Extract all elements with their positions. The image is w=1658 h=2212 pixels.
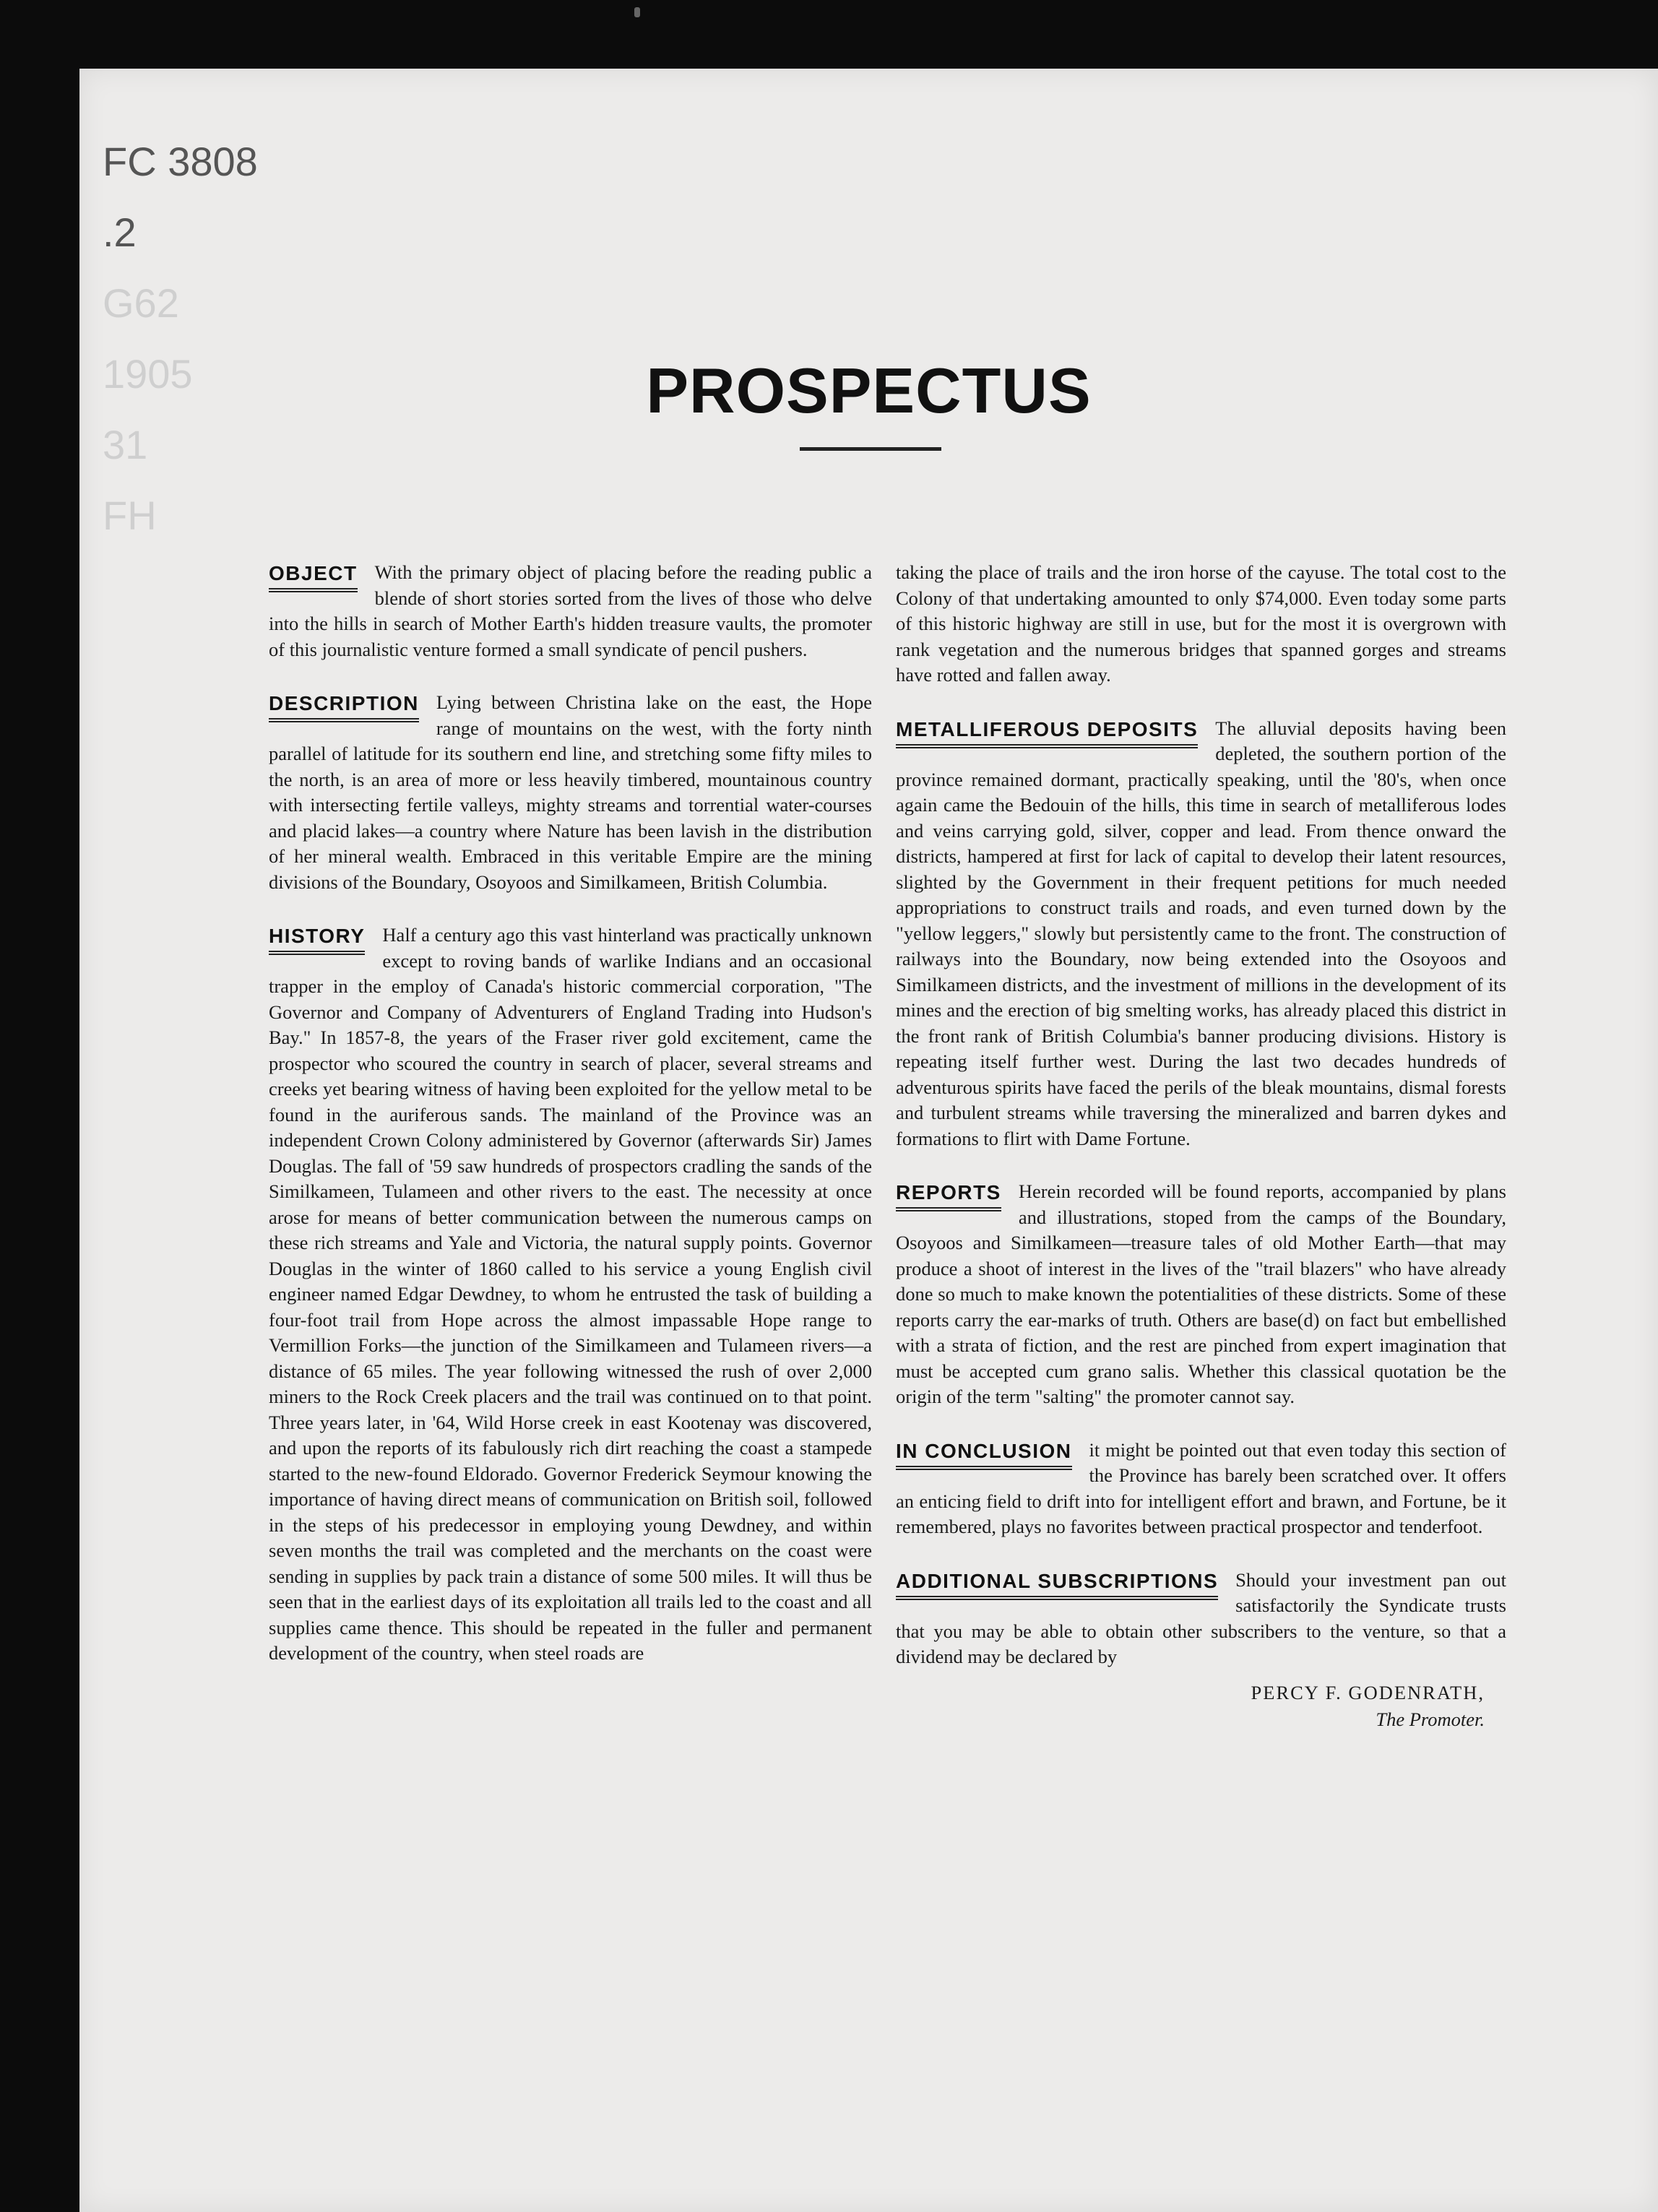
section-body: Lying between Christina lake on the east, the Hope range of mountains on the west, with the forty ninth parallel of latitude for its southern end line, and stretching some fifty miles to the north, is an area of more or less heavily timbered, mountainous country with intersecting fertile valleys, mighty streams and torrential water-courses and placid lakes—a country where Nature has been lavish in the distribution of her mineral wealth. Embraced in this veritable Empire are the mining divisions of the Boundary, Osoyoos and Similkameen, British Columbia. <box>269 691 872 893</box>
section-body: Herein recorded will be found reports, accompanied by plans and illustrations, stoped from the camps of the Boundary, Osoyoos and Similkameen—treasure tales of old Mother Earth—that may produce a shoot of interest in the lives of the "trail blazers" who have already done so much to make known the potentialities of these districts. Some of these reports carry the ear-marks of truth. Others are base(d) on fact but embellished with a strata of fiction, and the rest are pinched from expert imagination that must be accepted cum grano salis. Whether this classical quotation be the origin of the term "salting" the promoter cannot say. <box>896 1180 1506 1407</box>
section-description <box>269 690 872 895</box>
section-history-continued <box>896 560 1506 688</box>
margin-note: 1905 <box>103 351 193 397</box>
section-body: The alluvial deposits having been depleted, the southern portion of the province remained dormant, practically speaking, until the '80's, when once again came the Bedouin of the hills, this time in search of metalliferous lodes and veins carrying gold, silver, copper and lead. From thence onward the districts, hampered at first for lack of capital to develop their latent resources, slighted by the Government in their frequent petitions for much needed appropriations to construct trails and roads, and even turned down by the "yellow leggers," slowly but persistently came to the front. The construction of railways into the Boundary, now being extended into the Osoyoos and Similkameen districts, and the investment of millions in the development of its mines and the erection of big smelting works, has already placed this district in the front rank of British Columbia's banner producing divisions. History is repeating itself further west. During the last two decades hundreds of adventurous spirits have faced the perils of the bleak mountains, dismal forests and turbulent streams while traversing the mineralized and barren dykes and formations to flirt with Dame Fortune. <box>896 717 1506 1149</box>
document-page <box>79 69 1658 2212</box>
section-heading: IN CONCLUSION <box>896 1439 1072 1470</box>
section-heading: ADDITIONAL SUBSCRIPTIONS <box>896 1569 1218 1600</box>
section-history <box>269 923 872 1667</box>
page-title: PROSPECTUS <box>646 355 1092 426</box>
section-body: taking the place of trails and the iron horse of the cayuse. The total cost to the Colony of that undertaking amounted to only $74,000. Even today some parts of this historic highway are still in use, but for the most it is overgrown with rank vegetation and the numerous bridges that spanned gorges and streams have rotted and fallen away. <box>896 561 1506 686</box>
margin-call-number <box>103 126 258 551</box>
margin-note: G62 <box>103 280 179 326</box>
section-body: it might be pointed out that even today this section of the Province has barely been scratched over. It offers an enticing field to drift into for intelligent effort and brawn, and Fortune, be it remembered, plays no favorites between practical prospector and tenderfoot. <box>896 1438 1506 1537</box>
section-additional-subscriptions <box>896 1568 1506 1733</box>
section-body: Half a century ago this vast hinterland was practically unknown except to roving bands of warlike Indians and an occasional trapper in the employ of Canada's historic commercial corporation, "The Governor and Company of Adventurers of England Trading into Hudson's Bay." In 1857-8, the years of the Fraser river gold excitement, came the prospector who scoured the country in search of placer, several streams and creeks yet bearing witness of having been exploited for the yellow metal to be found in the auriferous sands. The mainland of the Province was an independent Crown Colony administered by Governor (afterwards Sir) James Douglas. The fall of '59 saw hundreds of prospectors cradling the sands of the Similkameen, Tulameen and other rivers to the east. The necessity at once arose for means of better communication between the numerous camps on these rich streams and Yale and Victoria, the natural supply points. Governor Douglas in the winter of 1860 called to his service a young English civil engineer named Edgar Dewdney, to whom he entrusted the task of building a four-foot trail from Hope across the almost impassable Hope range to Vermillion Forks—the junction of the Similkameen and Tulameen rivers—a distance of 65 miles. The year following witnessed the rush of over 2,000 miners to the Rock Creek placers and the trail was continued on to that point. Three years later, in '64, Wild Horse creek in east Kootenay was discovered, and upon the reports of its fabulously rich dirt reaching the coast a stampede started to the new-found Eldorado. Governor Frederick Seymour knowing the importance of having direct means of communication on British soil, followed in the steps of his predecessor in employing young Dewdney, and within seven months the trail was completed and the merchants on the coast were sending in supplies by pack train a distance of some 500 miles. It will thus be seen that in the earliest days of its exploitation all trails led to the coast and all supplies came thence. This should be repeated in the fuller and permanent development of the country, when steel roads are <box>269 924 872 1664</box>
section-reports <box>896 1179 1506 1410</box>
margin-note: 31 <box>103 422 148 467</box>
section-in-conclusion <box>896 1438 1506 1540</box>
section-heading: DESCRIPTION <box>269 691 419 722</box>
section-metalliferous-deposits <box>896 716 1506 1152</box>
right-column <box>896 560 1506 1760</box>
section-heading: REPORTS <box>896 1180 1001 1211</box>
margin-note: FH <box>103 493 157 538</box>
section-body: Should your investment pan out satisfactorily the Syndicate trusts that you may be able to obtain other subscribers to the venture, so that a dividend may be declared by <box>896 1568 1506 1667</box>
section-heading: OBJECT <box>269 561 358 592</box>
section-object <box>269 560 872 662</box>
margin-note: FC 3808 <box>103 139 258 184</box>
left-column <box>269 560 872 1694</box>
section-heading: HISTORY <box>269 924 365 955</box>
scan-artifact <box>634 7 640 17</box>
margin-note: .2 <box>103 209 137 255</box>
section-body: With the primary object of placing before the reading public a blende of short stories sorted from the lives of those who delve into the hills in search of Mother Earth's hidden treasure vaults, the promoter of this journalistic venture formed a small syndicate of pencil pushers. <box>269 561 872 660</box>
signature <box>896 1680 1485 1733</box>
signature-name: PERCY F. GODENRATH, <box>1251 1681 1485 1703</box>
section-heading: METALLIFEROUS DEPOSITS <box>896 717 1198 748</box>
title-underline <box>800 447 941 451</box>
signature-role: The Promoter. <box>1376 1708 1485 1730</box>
